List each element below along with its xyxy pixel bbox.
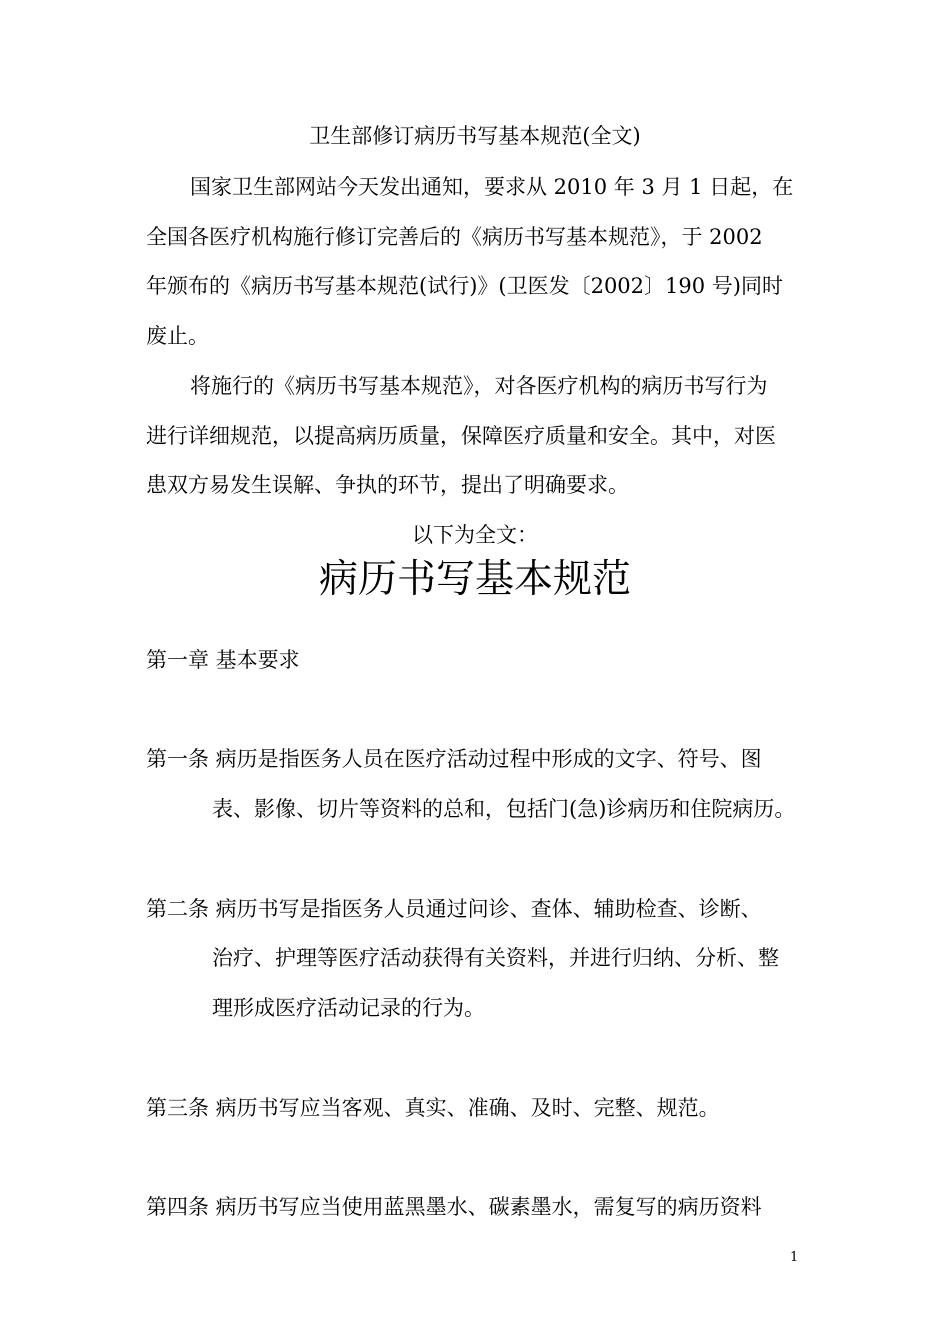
article-4-line-1: 第四条 病历书写应当使用蓝黑墨水、碳素墨水，需复写的病历资料 (146, 1195, 762, 1219)
chapter-heading: 第一章 基本要求 (146, 648, 300, 672)
intro-paragraph-1-line-4: 废止。 (146, 324, 209, 348)
intro-paragraph-1-line-2: 全国各医疗机构施行修订完善后的《病历书写基本规范》，于 2002 (146, 225, 763, 249)
full-text-label: 以下为全文： (412, 523, 538, 547)
article-2-line-1: 第二条 病历书写是指医务人员通过问诊、查体、辅助检查、诊断、 (146, 897, 762, 921)
document-title: 卫生部修订病历书写基本规范(全文) (309, 124, 641, 148)
intro-paragraph-2-line-3: 患双方易发生误解、争执的环节，提出了明确要求。 (146, 473, 629, 497)
article-2-line-2: 治疗、护理等医疗活动获得有关资料，并进行归纳、分析、整 (212, 946, 779, 970)
article-1-line-2: 表、影像、切片等资料的总和，包括门(急)诊病历和住院病历。 (212, 797, 796, 821)
intro-paragraph-1-line-1: 国家卫生部网站今天发出通知，要求从 2010 年 3 月 1 日起，在 (190, 175, 794, 199)
intro-paragraph-2-line-2: 进行详细规范，以提高病历质量，保障医疗质量和安全。其中，对医 (146, 424, 776, 448)
main-title: 病历书写基本规范 (318, 557, 631, 602)
article-1-line-1: 第一条 病历是指医务人员在医疗活动过程中形成的文字、符号、图 (146, 747, 762, 771)
intro-paragraph-2-line-1: 将施行的《病历书写基本规范》，对各医疗机构的病历书写行为 (190, 374, 768, 398)
intro-paragraph-1-line-3: 年颁布的《病历书写基本规范(试行)》(卫医发〔2002〕190 号)同时 (146, 274, 783, 298)
article-2-line-3: 理形成医疗活动记录的行为。 (212, 996, 485, 1020)
article-3: 第三条 病历书写应当客观、真实、准确、及时、完整、规范。 (146, 1096, 720, 1120)
page-number: 1 (790, 1250, 799, 1265)
